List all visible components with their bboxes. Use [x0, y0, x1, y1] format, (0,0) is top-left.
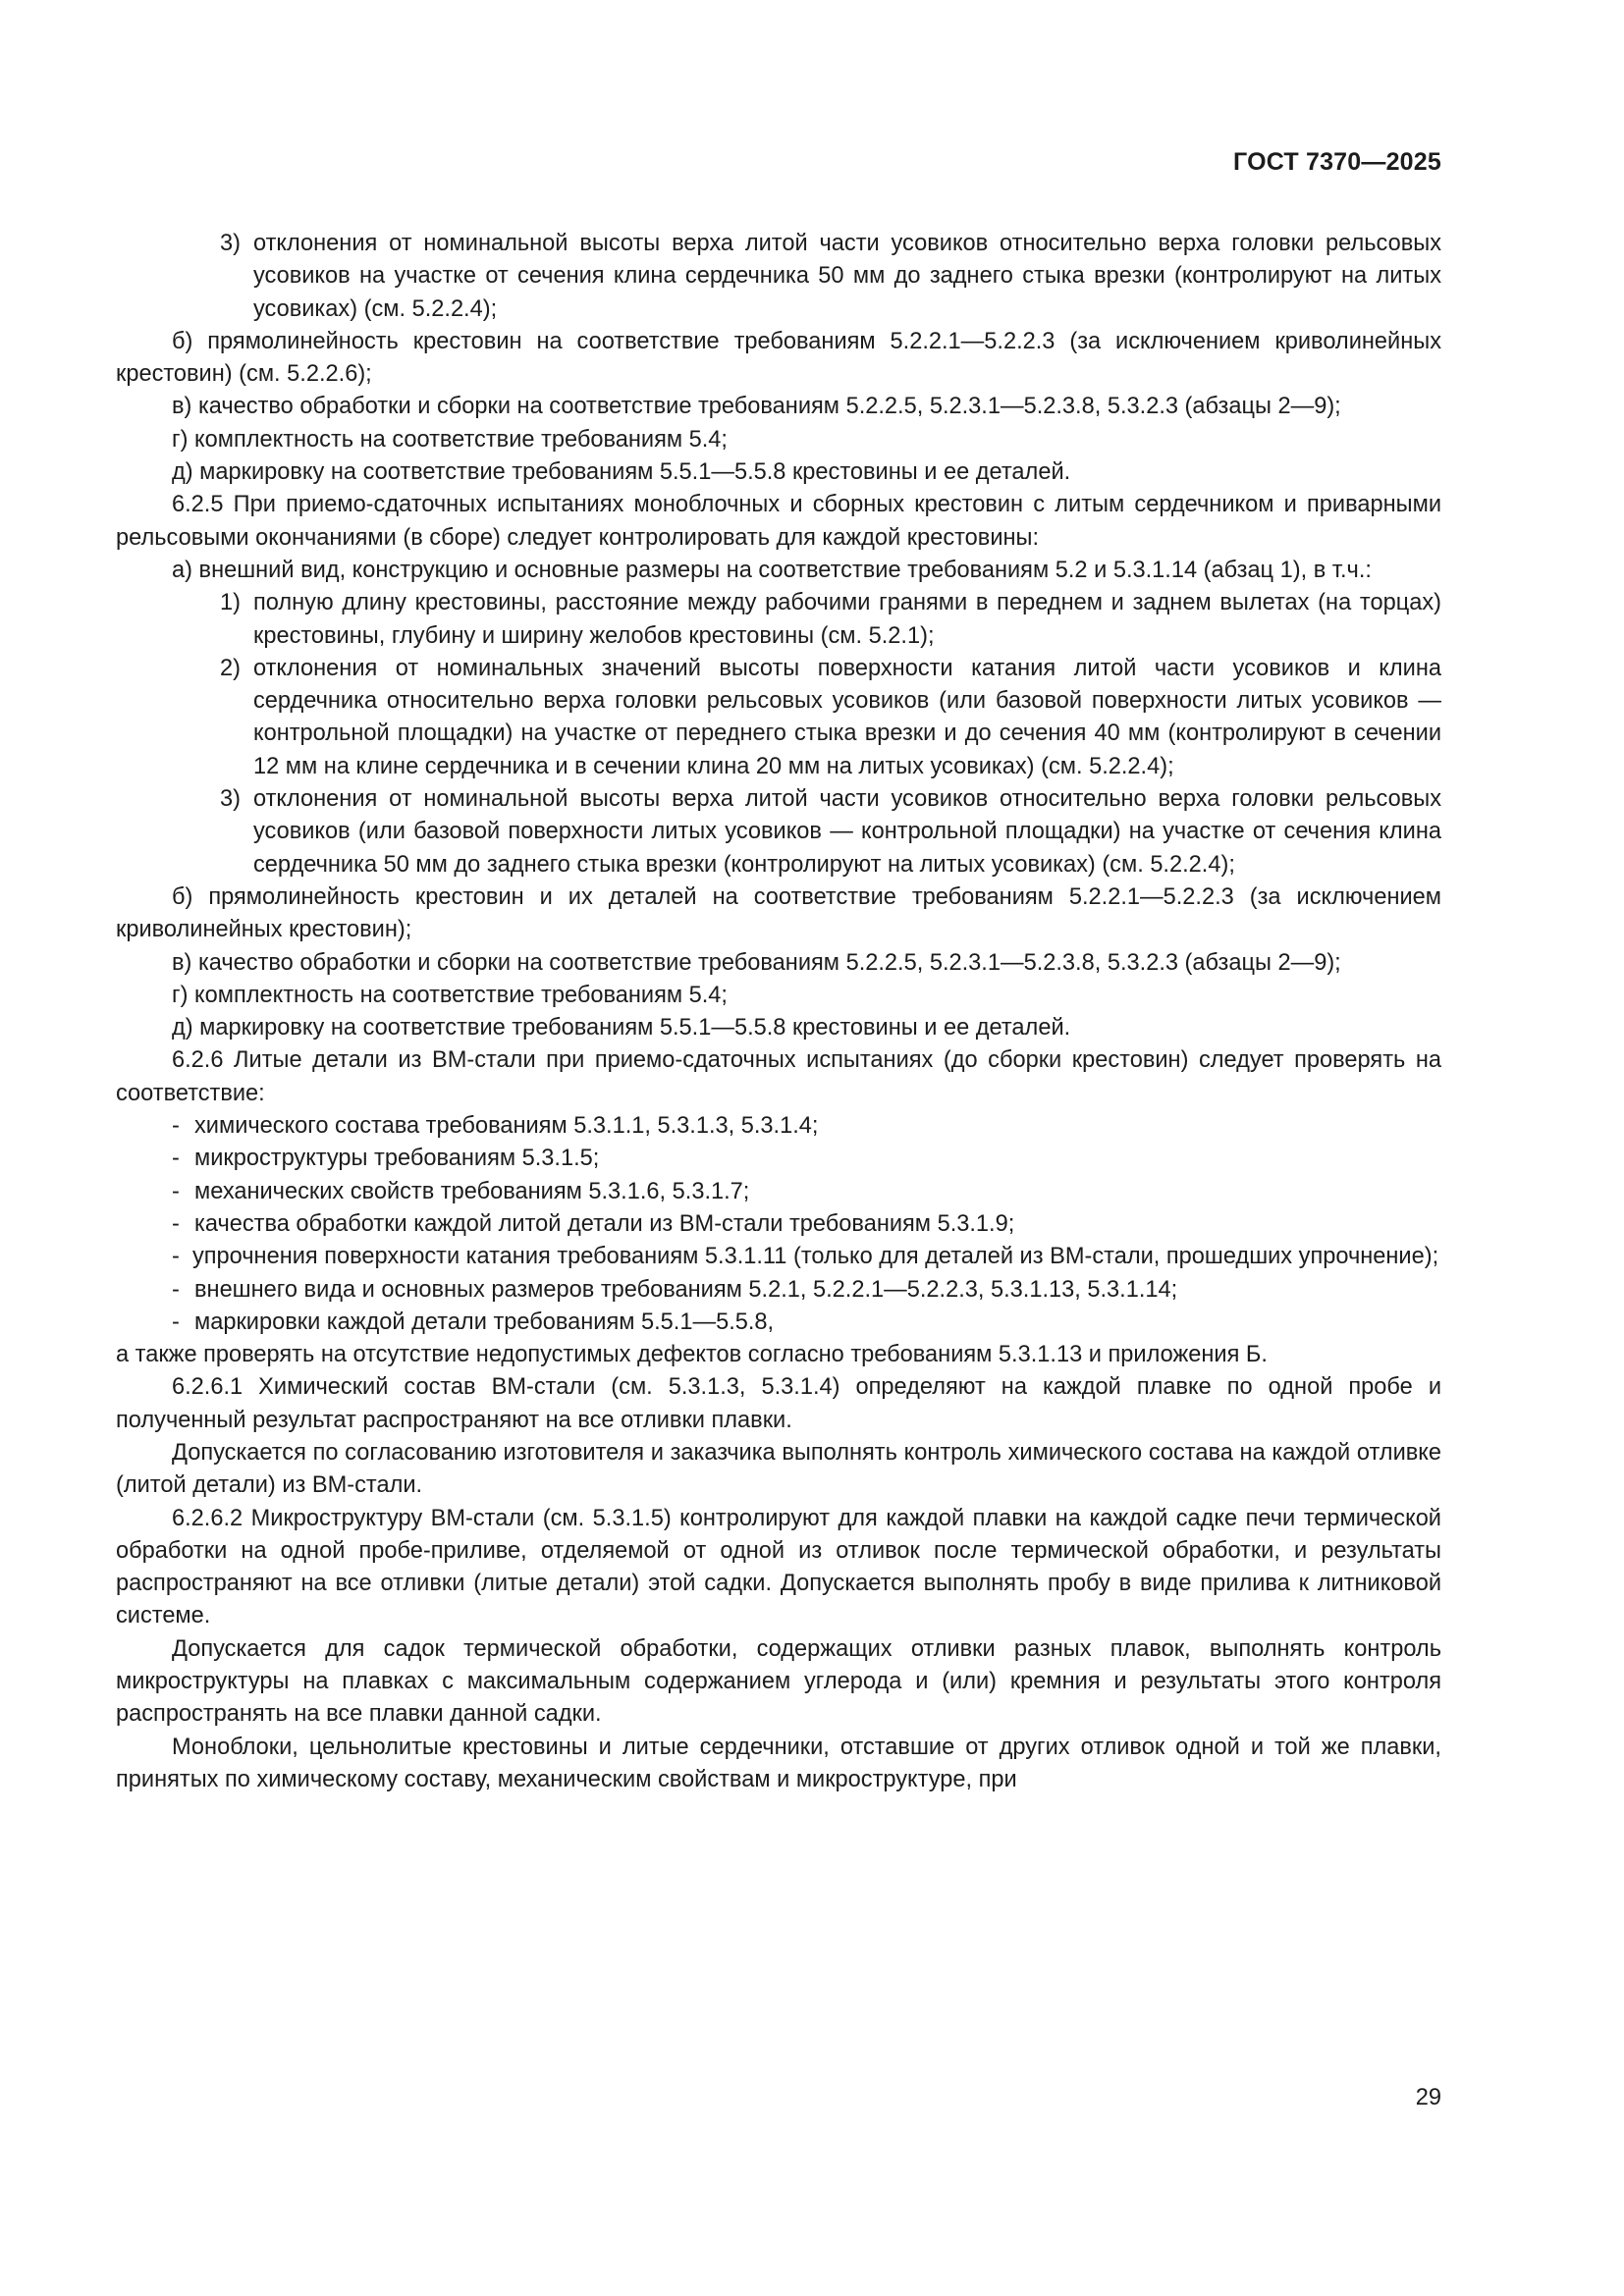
subitem-number: 1): [220, 590, 241, 616]
numbered-subitem: [220, 783, 1441, 881]
dash-bullet-icon: -: [172, 1308, 180, 1335]
body-paragraph: а) внешний вид, конструкцию и основные размеры на соответствие требованиям 5.2 и 5.3.1.14 (абзац 1), в т.ч.:: [172, 557, 1372, 583]
body-paragraph: б) прямолинейность крестовин на соответствие требованиям 5.2.2.1—5.2.2.3 (за исключением криволинейных крестовин) (см. 5.2.2.6);: [116, 328, 1441, 388]
subitem-number: 3): [220, 786, 241, 813]
subitem-number: 3): [220, 231, 241, 256]
dash-list-item: [172, 1110, 1441, 1143]
body-paragraph: г) комплектность на соответствие требованиям 5.4;: [172, 426, 728, 453]
dash-list-item: [172, 1274, 1441, 1307]
dash-item-text: внешнего вида и основных размеров требованиям 5.2.1, 5.2.2.1—5.2.2.3, 5.3.1.13, 5.3.1.14;: [194, 1276, 1178, 1303]
dash-item-text: упрочнения поверхности катания требованиям 5.3.1.11 (только для деталей из ВМ-стали, прошедших упрочнение);: [191, 1244, 1439, 1270]
dash-item-text: микроструктуры требованиям 5.3.1.5;: [194, 1146, 600, 1172]
document-header: ГОСТ 7370—2025: [1233, 148, 1441, 176]
body-paragraph: а также проверять на отсутствие недопустимых дефектов согласно требованиям 5.3.1.13 и приложения Б.: [116, 1342, 1268, 1368]
dash-item-text: механических свойств требованиям 5.3.1.6, 5.3.1.7;: [194, 1178, 750, 1204]
body-paragraph: в) качество обработки и сборки на соответствие требованиям 5.2.2.5, 5.2.3.1—5.2.3.8, 5.3.2.3 (абзацы 2—9);: [172, 394, 1341, 420]
body-paragraph: 6.2.6 Литые детали из ВМ-стали при приемо-сдаточных испытаниях (до сборки крестовин) следует проверять на соответствие:: [116, 1047, 1441, 1106]
dash-bullet-icon: -: [172, 1244, 192, 1270]
subitem-number: 2): [220, 655, 241, 681]
dash-list-item: [172, 1208, 1441, 1241]
numbered-subitem: [220, 587, 1441, 653]
dash-item-text: качества обработки каждой литой детали из ВМ-стали требованиям 5.3.1.9;: [194, 1210, 1015, 1237]
dash-bullet-icon: -: [172, 1178, 180, 1204]
subitem-text: отклонения от номинальной высоты верха литой части усовиков относительно верха головки рельсовых усовиков (или базовой поверхности литых усовиков — контрольной площадки) на участке от сечения клина сердечника 50 мм до заднего стыка врезки (контролируют на литых усовиках) (см. 5.2.2.4);: [253, 786, 1441, 878]
body-paragraph: в) качество обработки и сборки на соответствие требованиям 5.2.2.5, 5.2.3.1—5.2.3.8, 5.3.2.3 (абзацы 2—9);: [172, 949, 1341, 976]
dash-item-text: маркировки каждой детали требованиям 5.5.1—5.5.8,: [194, 1308, 775, 1335]
dash-list-item: [116, 1241, 1441, 1273]
body-paragraph: д) маркировку на соответствие требованиям 5.5.1—5.5.8 крестовины и ее деталей.: [172, 459, 1071, 486]
body-paragraph: 6.2.6.2 Микроструктуру ВМ-стали (см. 5.3.1.5) контролируют для каждой плавки на каждой садке печи термической обработки на одной пробе-приливе, отделяемой от одной из отливок после термической обработки, и результаты распространяют на все отливки (литые детали) этой садки. Допускается выполнять пробу в виде прилива к литниковой системе.: [116, 1505, 1441, 1629]
dash-bullet-icon: -: [172, 1146, 180, 1172]
dash-bullet-icon: -: [172, 1276, 180, 1303]
dash-bullet-icon: -: [172, 1113, 180, 1140]
body-paragraph: б) прямолинейность крестовин и их деталей на соответствие требованиям 5.2.2.1—5.2.2.3 (за исключением криволинейных крестовин);: [116, 883, 1441, 943]
page-number: 29: [1415, 2085, 1441, 2110]
body-paragraph: д) маркировку на соответствие требованиям 5.5.1—5.5.8 крестовины и ее деталей.: [172, 1015, 1071, 1041]
dash-list-item: [172, 1176, 1441, 1208]
subitem-text: полную длину крестовины, расстояние между рабочими гранями в переднем и заднем вылетах (на торцах) крестовины, глубину и ширину желобов крестовины (см. 5.2.1);: [253, 590, 1441, 649]
dash-item-text: химического состава требованиям 5.3.1.1, 5.3.1.3, 5.3.1.4;: [194, 1113, 819, 1140]
document-body: [116, 228, 1441, 1796]
dash-list-item: [172, 1143, 1441, 1175]
dash-list-item: [172, 1307, 1441, 1339]
subitem-text: отклонения от номинальной высоты верха литой части усовиков относительно верха головки рельсовых усовиков на участке от сечения клина сердечника 50 мм до заднего стыка врезки (контролируют на литых усовиках) (см. 5.2.2.4);: [253, 231, 1441, 322]
body-paragraph: 6.2.5 При приемо-сдаточных испытаниях моноблочных и сборных крестовин с литым сердечником и приварными рельсовыми окончаниями (в сборе) следует контролировать для каждой крестовины:: [116, 492, 1441, 551]
body-paragraph: г) комплектность на соответствие требованиям 5.4;: [172, 982, 728, 1008]
numbered-subitem: [220, 228, 1441, 326]
body-paragraph: 6.2.6.1 Химический состав ВМ-стали (см. 5.3.1.3, 5.3.1.4) определяют на каждой плавке по одной пробе и полученный результат распространяют на все отливки плавки.: [116, 1374, 1441, 1433]
subitem-text: отклонения от номинальных значений высоты поверхности катания литой части усовиков и клина сердечника относительно верха головки рельсовых усовиков (или базовой поверхности литых усовиков — контрольной площадки) на участке от переднего стыка врезки и до сечения 40 мм (контролируют в сечении 12 мм на клине сердечника и в сечении клина 20 мм на литых усовиках) (см. 5.2.2.4);: [253, 655, 1441, 779]
dash-bullet-icon: -: [172, 1210, 180, 1237]
body-paragraph: Допускается по согласованию изготовителя и заказчика выполнять контроль химического состава на каждой отливке (литой детали) из ВМ-стали.: [116, 1439, 1441, 1499]
numbered-subitem: [220, 653, 1441, 783]
body-paragraph: Допускается для садок термической обработки, содержащих отливки разных плавок, выполнять контроль микроструктуры на плавках с максимальным содержанием углерода и (или) кремния и результаты этого контроля распространять на все плавки данной садки.: [116, 1635, 1441, 1728]
body-paragraph: Моноблоки, цельнолитые крестовины и литые сердечники, отставшие от других отливок одной и той же плавки, принятых по химическому составу, механическим свойствам и микроструктуре, при: [116, 1734, 1441, 1792]
